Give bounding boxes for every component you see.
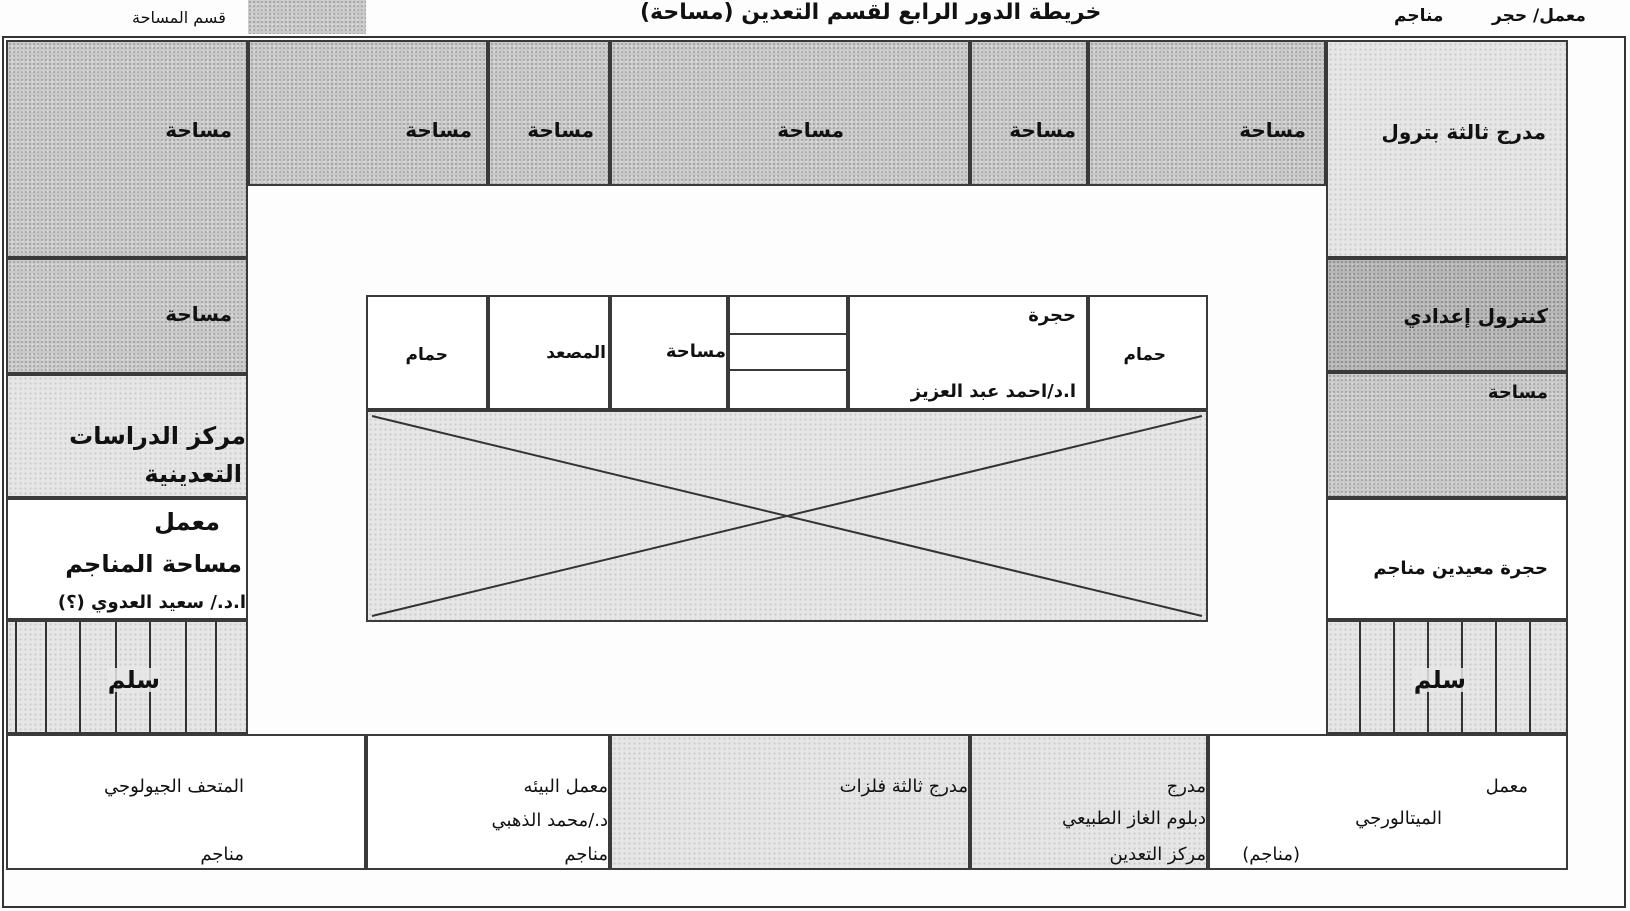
room-survey-top-3 [610, 40, 970, 186]
room-metals-hall [610, 734, 970, 870]
room-gas-diploma-hall [970, 734, 1208, 870]
room-bathroom-left [366, 295, 488, 410]
room-label: حجرة معيدين مناجم [1373, 558, 1548, 579]
room-survey-top-2 [970, 40, 1088, 186]
room-survey-center [610, 295, 728, 410]
legend-survey-swatch [248, 0, 366, 34]
room-label-line1: مركز الدراسات [69, 422, 246, 450]
room-label: كنترول إعدادي [1403, 304, 1548, 328]
room-label: مساحة [777, 118, 844, 142]
legend-lab-label: معمل/ حجر [1492, 6, 1586, 26]
room-label-line2: مساحة المناجم [65, 550, 242, 578]
room-survey-top-1 [1088, 40, 1326, 186]
room-label: مساحة [1239, 118, 1306, 142]
room-label: مساحة [165, 302, 232, 326]
room-label: مساحة [1487, 382, 1548, 403]
room-prep-control [1326, 258, 1568, 372]
shaft-divider-1 [730, 333, 846, 335]
room-dept: مناجم [564, 844, 608, 865]
map-title: خريطة الدور الرابع لقسم التعدين (مساحة) [640, 0, 1102, 25]
room-office-ahmed [848, 295, 1088, 410]
room-owner: ا.د./ سعيد العدوي (؟) [57, 592, 246, 613]
room-geological-museum [6, 734, 366, 870]
room-label: مساحة [665, 341, 726, 362]
room-environment-lab [366, 734, 610, 870]
room-survey-left [6, 258, 248, 374]
room-label: حمام [405, 345, 448, 365]
room-line2: دبلوم الغاز الطبيعي [1061, 808, 1206, 829]
room-survey-right [1326, 372, 1568, 498]
room-owner: د./محمد الذهبي [491, 810, 608, 831]
room-label: المصعد [546, 343, 606, 363]
room-label: معمل البيئه [523, 776, 608, 797]
room-label-line2: التعدينية [144, 460, 242, 488]
room-label: المتحف الجيولوجي [103, 776, 244, 797]
stairs-label: سلم [107, 666, 160, 694]
room-label-line1: معمل [154, 508, 220, 536]
room-owner: ا.د/احمد عبد العزيز [910, 381, 1076, 402]
shaft-divider-2 [730, 369, 846, 371]
room-dept: مناجم [200, 844, 244, 865]
room-line3: مركز التعدين [1109, 844, 1206, 865]
room-label: حجرة [1028, 305, 1076, 326]
shaft-stack [728, 295, 848, 410]
stairs-right [1326, 620, 1568, 734]
room-dept: (مناجم) [1242, 844, 1300, 865]
room-label: مساحة [527, 118, 594, 142]
legend-survey-label: قسم المساحة [132, 8, 226, 27]
room-metallurgy-lab [1208, 734, 1568, 870]
room-label: مساحة [165, 118, 232, 142]
room-mine-survey-lab [6, 498, 248, 620]
room-label: مدرج ثالثة فلزات [839, 776, 968, 797]
stairs-left [6, 620, 248, 734]
room-bathroom-right [1088, 295, 1208, 410]
room-elevator [488, 295, 610, 410]
room-label: مدرج [1166, 776, 1206, 797]
room-petroleum-hall [1326, 40, 1568, 258]
room-mining-demonstrators [1326, 498, 1568, 620]
room-survey-top-5 [248, 40, 488, 186]
room-mining-studies-center [6, 374, 248, 498]
stairs-label: سلم [1413, 666, 1466, 694]
void-cross [368, 412, 1206, 620]
room-label: معمل [1485, 776, 1528, 797]
open-void [366, 410, 1208, 622]
room-label: حمام [1123, 345, 1166, 365]
room-label: مساحة [1009, 118, 1076, 142]
legend-mines-label: مناجم [1394, 6, 1444, 26]
room-name: الميتالورجي [1355, 808, 1442, 829]
room-survey-top-left [6, 40, 248, 258]
room-label: مساحة [405, 118, 472, 142]
room-survey-top-4 [488, 40, 610, 186]
room-label: مدرج ثالثة بترول [1381, 120, 1546, 144]
